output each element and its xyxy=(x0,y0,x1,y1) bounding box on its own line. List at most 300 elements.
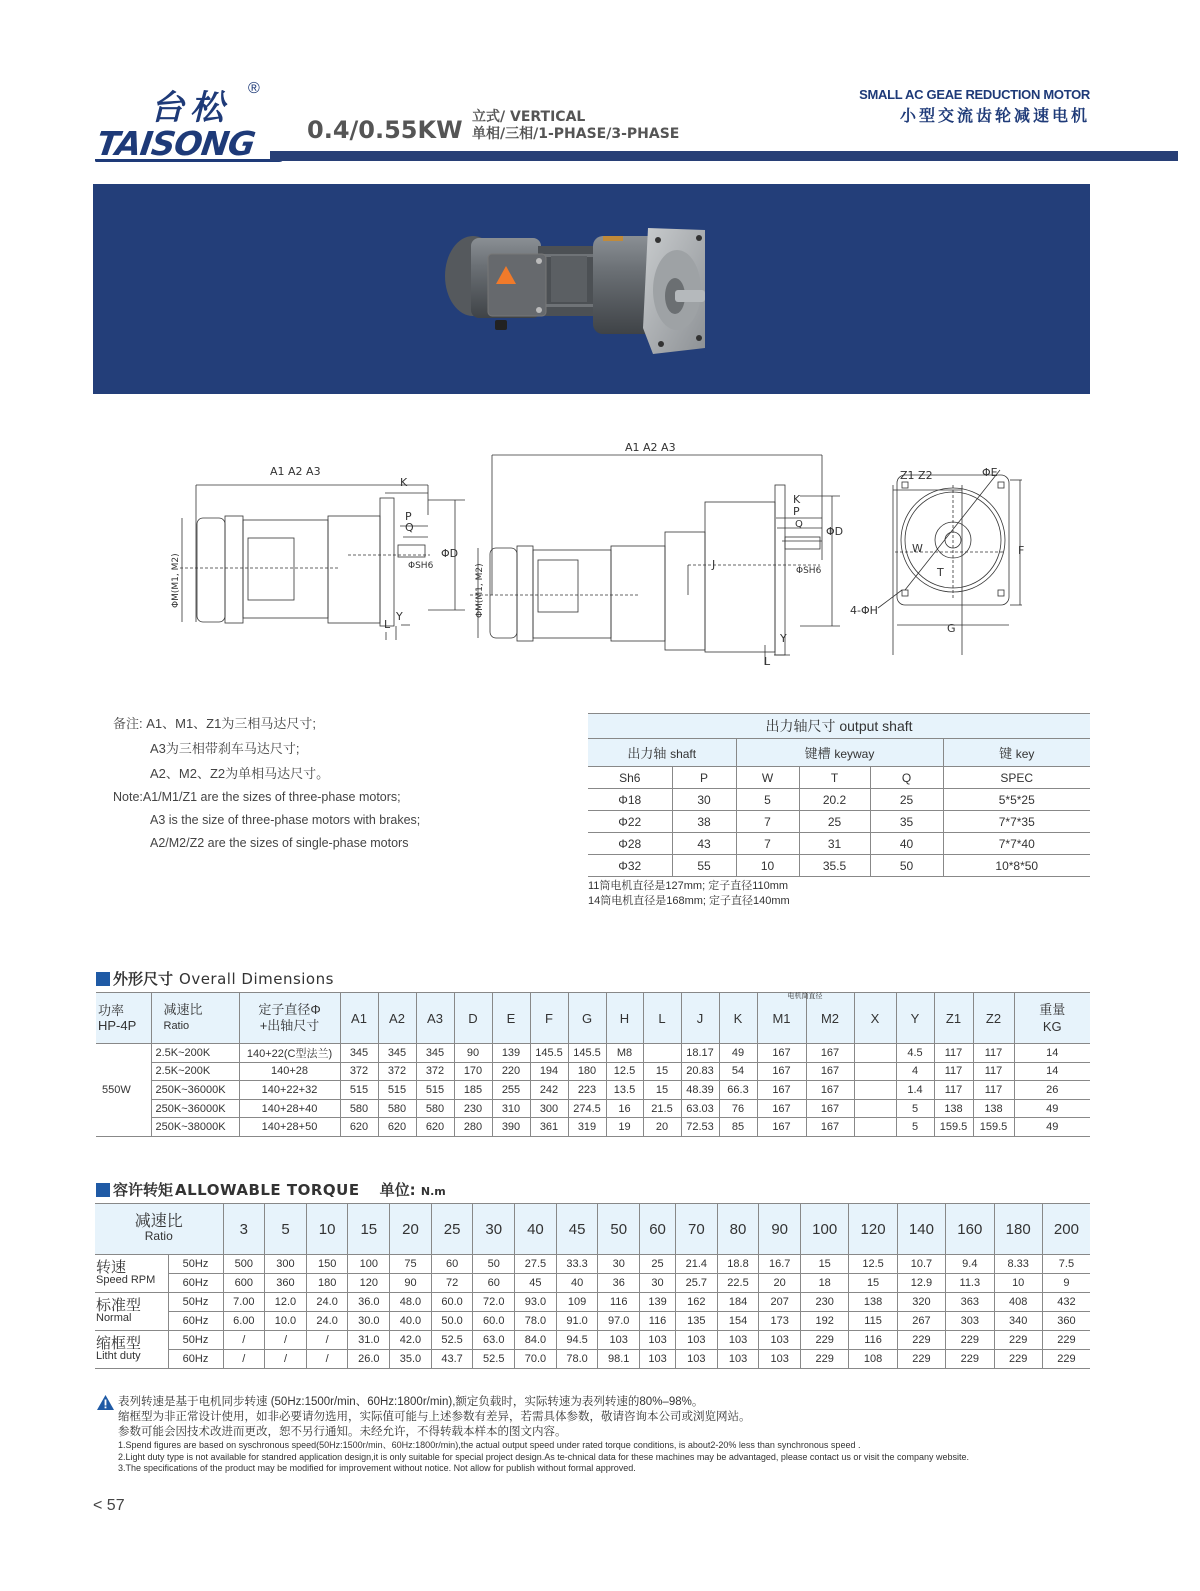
torque-cell: 229 xyxy=(946,1331,994,1350)
frequency-cell: 50Hz xyxy=(168,1255,223,1274)
dimension-cell xyxy=(854,1118,896,1137)
dimension-cell: 180 xyxy=(568,1062,606,1081)
torque-cell: 30 xyxy=(598,1255,640,1274)
phase-type: 单相/三相/1-PHASE/3-PHASE xyxy=(472,126,680,142)
category-english: SMALL AC GEAE REDUCTION MOTOR xyxy=(859,87,1090,102)
dimension-cell: 15 xyxy=(643,1062,681,1081)
note-en-3: A2/M2/Z2 are the sizes of single-phase motors xyxy=(150,836,409,850)
dimension-notes xyxy=(113,711,420,855)
torque-cell: 90 xyxy=(390,1274,432,1293)
stator-cell: 140+28+40 xyxy=(239,1099,340,1118)
torque-cell: 36 xyxy=(598,1274,640,1293)
col-ratio-label: 减速比 Ratio xyxy=(95,1204,223,1255)
label-p-2: P xyxy=(793,505,800,518)
table-row xyxy=(95,1274,1090,1293)
torque-cell: 103 xyxy=(640,1350,676,1369)
table-row xyxy=(95,1331,1090,1350)
torque-cell: 229 xyxy=(801,1350,849,1369)
table-row xyxy=(96,1044,1090,1063)
label-q-2: Q xyxy=(795,519,803,530)
torque-cell: 103 xyxy=(676,1331,718,1350)
dimension-cell: 90 xyxy=(454,1044,492,1063)
hero-banner xyxy=(93,184,1090,394)
torque-cell: 60.0 xyxy=(431,1293,473,1312)
dimension-cell: 170 xyxy=(454,1062,492,1081)
note-cn-2: A3为三相带刹车马达尺寸; xyxy=(150,741,300,756)
label-y-2: Y xyxy=(780,632,787,645)
label-z: Z1 Z2 xyxy=(900,469,933,482)
ratio-cell: 250K~36000K xyxy=(151,1081,239,1100)
dimension-cell: 620 xyxy=(378,1118,416,1137)
dimension-cell: 310 xyxy=(492,1099,530,1118)
col-ratio-value: 10 xyxy=(306,1204,348,1255)
torque-cell: 103 xyxy=(717,1331,759,1350)
torque-cell: 408 xyxy=(994,1293,1042,1312)
torque-cell: 229 xyxy=(994,1331,1042,1350)
col-power: 功率 HP-4P xyxy=(96,993,151,1044)
key-group-header: 键 key xyxy=(943,739,1090,767)
motor-diameter-note-2: 14筒电机直径是168mm; 定子直径140mm xyxy=(588,895,790,907)
col-ratio-value: 180 xyxy=(994,1204,1042,1255)
col-ratio-value: 70 xyxy=(676,1204,718,1255)
torque-cell: 229 xyxy=(897,1350,945,1369)
torque-cell: 8.33 xyxy=(994,1255,1042,1274)
col-a3: A3 xyxy=(416,993,454,1044)
header-divider-bar xyxy=(270,151,1178,161)
torque-cell: 25.7 xyxy=(676,1274,718,1293)
dimension-cell: 515 xyxy=(416,1081,454,1100)
torque-cell: 9 xyxy=(1042,1274,1090,1293)
torque-cell: 120 xyxy=(348,1274,390,1293)
torque-cell: 192 xyxy=(801,1312,849,1331)
label-p: P xyxy=(405,510,412,523)
col-ratio-value: 3 xyxy=(223,1204,265,1255)
torque-cell: / xyxy=(265,1350,307,1369)
label-d: ΦD xyxy=(441,547,459,560)
dimension-cell: 21.5 xyxy=(643,1099,681,1118)
stator-cell: 140+28 xyxy=(239,1062,340,1081)
dimension-cell xyxy=(643,1044,681,1063)
torque-cell: 20 xyxy=(759,1274,801,1293)
torque-cell: 103 xyxy=(640,1331,676,1350)
dimension-cell: 117 xyxy=(973,1062,1014,1081)
overall-dimensions-heading: 外形尺寸 Overall Dimensions xyxy=(96,968,334,989)
weight-cell: 14 xyxy=(1014,1044,1090,1063)
table-row xyxy=(95,1312,1090,1331)
label-sh6-2: ΦSH6 xyxy=(796,566,822,576)
logo-chinese: 台松 xyxy=(150,88,230,128)
dimension-cell: 159.5 xyxy=(934,1118,973,1137)
torque-cell: 363 xyxy=(946,1293,994,1312)
torque-cell: / xyxy=(306,1350,348,1369)
torque-cell: 10.0 xyxy=(265,1312,307,1331)
torque-cell: 229 xyxy=(1042,1331,1090,1350)
footnote-en-1: 1.Spend figures are based on syschronous speed(50Hz:1500r/min、60Hz:1800r/min),the actual output speed under rated torque conditions, is about2-20% less than synchronous speed . xyxy=(118,1440,861,1450)
col-ratio-value: 60 xyxy=(640,1204,676,1255)
row-group-label: 缩框型 Litht duty xyxy=(95,1331,168,1369)
dimension-cell: 72.53 xyxy=(681,1118,719,1137)
torque-cell: 116 xyxy=(598,1293,640,1312)
shaft-column-headers: Sh6 P W T Q SPEC xyxy=(588,767,1090,789)
dimension-cell: 145.5 xyxy=(568,1044,606,1063)
torque-cell: 229 xyxy=(1042,1350,1090,1369)
torque-cell: 35.0 xyxy=(390,1350,432,1369)
torque-cell: 10.7 xyxy=(897,1255,945,1274)
dimension-cell xyxy=(854,1081,896,1100)
dimension-cell: 580 xyxy=(378,1099,416,1118)
mount-type: 立式/ VERTICAL xyxy=(472,109,586,125)
col-ratio-value: 200 xyxy=(1042,1204,1090,1255)
dimension-cell xyxy=(854,1044,896,1063)
label-sh6: ΦSH6 xyxy=(408,561,434,571)
torque-cell: 30.0 xyxy=(348,1312,390,1331)
torque-cell: 184 xyxy=(717,1293,759,1312)
col-j: J xyxy=(681,993,719,1044)
table-row: Φ18 30 5 20.2 25 5*5*25 xyxy=(588,789,1090,811)
allowable-torque-table xyxy=(95,1203,1090,1369)
torque-cell: 10 xyxy=(994,1274,1042,1293)
torque-cell: 180 xyxy=(306,1274,348,1293)
torque-cell: 15 xyxy=(849,1274,897,1293)
torque-cell: 27.5 xyxy=(515,1255,557,1274)
torque-cell: 33.3 xyxy=(556,1255,598,1274)
table-row: Φ22 38 7 25 35 7*7*35 xyxy=(588,811,1090,833)
torque-cell: 50.0 xyxy=(431,1312,473,1331)
dimension-cell: 242 xyxy=(530,1081,568,1100)
dimension-cell: 139 xyxy=(492,1044,530,1063)
torque-cell: 162 xyxy=(676,1293,718,1312)
torque-cell: 103 xyxy=(759,1350,801,1369)
dimension-cell: 76 xyxy=(719,1099,757,1118)
dimension-cell: 167 xyxy=(757,1044,806,1063)
shaft-table-title: 出力轴尺寸 output shaft xyxy=(588,714,1090,739)
label-w: W xyxy=(912,542,923,555)
taisong-logo xyxy=(95,80,295,165)
dimension-cell: 19 xyxy=(606,1118,643,1137)
label-m-2: ΦM(M1, M2) xyxy=(475,563,485,618)
col-g: G xyxy=(568,993,606,1044)
dimension-cell: 138 xyxy=(973,1099,1014,1118)
frequency-cell: 50Hz xyxy=(168,1331,223,1350)
ratio-cell: 250K~38000K xyxy=(151,1118,239,1137)
col-a2: A2 xyxy=(378,993,416,1044)
shaft-group-header: 出力轴 shaft xyxy=(588,739,736,767)
torque-cell: 84.0 xyxy=(515,1331,557,1350)
label-e: ΦE xyxy=(982,466,998,479)
dimension-cell: 223 xyxy=(568,1081,606,1100)
dimension-cell: 167 xyxy=(757,1062,806,1081)
torque-cell: 26.0 xyxy=(348,1350,390,1369)
gear-motor-image xyxy=(443,218,708,358)
torque-cell: 9.4 xyxy=(946,1255,994,1274)
col-e: E xyxy=(492,993,530,1044)
page-number: < 57 xyxy=(93,1497,125,1514)
torque-cell: 600 xyxy=(223,1274,265,1293)
col-k: K xyxy=(719,993,757,1044)
label-d-2: ΦD xyxy=(826,525,844,538)
torque-cell: 116 xyxy=(640,1312,676,1331)
torque-cell: 98.1 xyxy=(598,1350,640,1369)
torque-cell: 207 xyxy=(759,1293,801,1312)
footnote-en-3: 3.The specifications of the product may be modified for improvement without notice. Not allow for publish without formal approved. xyxy=(118,1463,636,1473)
torque-cell: 60 xyxy=(431,1255,473,1274)
dimension-cell: 167 xyxy=(806,1062,854,1081)
torque-cell: 7.5 xyxy=(1042,1255,1090,1274)
dimension-cell: 255 xyxy=(492,1081,530,1100)
torque-cell: 100 xyxy=(348,1255,390,1274)
torque-cell: 229 xyxy=(994,1350,1042,1369)
footnotes xyxy=(97,1395,1107,1475)
torque-cell: 52.5 xyxy=(431,1331,473,1350)
motor-diameter-note-1: 11筒电机直径是127mm; 定子直径110mm xyxy=(588,880,789,892)
torque-cell: 229 xyxy=(946,1350,994,1369)
dimension-cell: 117 xyxy=(934,1081,973,1100)
torque-cell: 340 xyxy=(994,1312,1042,1331)
torque-cell: 50 xyxy=(473,1255,515,1274)
torque-cell: 11.3 xyxy=(946,1274,994,1293)
power-cell: 550W xyxy=(96,1044,151,1137)
torque-cell: 229 xyxy=(897,1331,945,1350)
table-row: Φ28 43 7 31 40 7*7*40 xyxy=(588,833,1090,855)
col-ratio-value: 40 xyxy=(515,1204,557,1255)
label-l-2: L xyxy=(764,655,771,665)
registered-mark: ® xyxy=(248,80,260,97)
dimension-cell: 1.4 xyxy=(896,1081,934,1100)
frequency-cell: 60Hz xyxy=(168,1274,223,1293)
torque-cell: 103 xyxy=(598,1331,640,1350)
dimension-cell: 220 xyxy=(492,1062,530,1081)
torque-cell: 103 xyxy=(676,1350,718,1369)
dimension-cell: 18.17 xyxy=(681,1044,719,1063)
table-row xyxy=(96,1099,1090,1118)
dimension-cell: 117 xyxy=(934,1062,973,1081)
table-row xyxy=(96,1118,1090,1137)
torque-cell: 24.0 xyxy=(306,1293,348,1312)
frequency-cell: 60Hz xyxy=(168,1350,223,1369)
torque-cell: 60.0 xyxy=(473,1312,515,1331)
col-f: F xyxy=(530,993,568,1044)
dimension-cell: 85 xyxy=(719,1118,757,1137)
torque-cell: 78.0 xyxy=(556,1350,598,1369)
footnote-cn-1: 表列转速是基于电机同步转速 (50Hz:1500r/min、60Hz:1800r/min),额定负载时，实际转速为表列转速的80%–98%。 xyxy=(118,1396,704,1408)
col-ratio-value: 90 xyxy=(759,1204,801,1255)
row-group-label: 标准型 Normal xyxy=(95,1293,168,1331)
torque-cell: 360 xyxy=(1042,1312,1090,1331)
col-h: H xyxy=(606,993,643,1044)
weight-cell: 49 xyxy=(1014,1099,1090,1118)
torque-cell: 63.0 xyxy=(473,1331,515,1350)
weight-cell: 14 xyxy=(1014,1062,1090,1081)
torque-cell: 72 xyxy=(431,1274,473,1293)
table-row xyxy=(96,1081,1090,1100)
stator-cell: 140+22(C型法兰) xyxy=(239,1044,340,1063)
col-ratio-value: 25 xyxy=(431,1204,473,1255)
dimension-cell: 167 xyxy=(806,1099,854,1118)
torque-cell: 108 xyxy=(849,1350,897,1369)
dimension-cell: 620 xyxy=(416,1118,454,1137)
col-m1: 电机筒直径 M1 xyxy=(757,993,806,1044)
section-square-icon xyxy=(96,972,110,986)
label-overall-length-2: A1 A2 A3 xyxy=(625,441,676,454)
dimension-cell xyxy=(854,1062,896,1081)
ratio-cell: 250K~36000K xyxy=(151,1099,239,1118)
col-x: X xyxy=(854,993,896,1044)
label-t: T xyxy=(937,566,944,579)
dimension-cell: 117 xyxy=(973,1044,1014,1063)
torque-cell: / xyxy=(223,1331,265,1350)
torque-cell: 103 xyxy=(717,1350,759,1369)
torque-cell: 97.0 xyxy=(598,1312,640,1331)
label-h: 4-ΦH xyxy=(850,604,878,617)
frequency-cell: 50Hz xyxy=(168,1293,223,1312)
dimension-cell: 54 xyxy=(719,1062,757,1081)
dimension-cell: 167 xyxy=(806,1081,854,1100)
dimension-cell: 12.5 xyxy=(606,1062,643,1081)
logo-english: TAISONG xyxy=(94,124,258,163)
dimension-cell: 345 xyxy=(340,1044,378,1063)
col-ratio-value: 50 xyxy=(598,1204,640,1255)
dimension-cell: 620 xyxy=(340,1118,378,1137)
dimension-cell: 20 xyxy=(643,1118,681,1137)
dimension-cell: 159.5 xyxy=(973,1118,1014,1137)
row-group-label: 转速 Speed RPM xyxy=(95,1255,168,1293)
col-a1: A1 xyxy=(340,993,378,1044)
col-m2: M2 xyxy=(806,993,854,1044)
warning-icon xyxy=(97,1395,114,1410)
col-y: Y xyxy=(896,993,934,1044)
dimension-cell: 274.5 xyxy=(568,1099,606,1118)
torque-cell: 91.0 xyxy=(556,1312,598,1331)
label-f: F xyxy=(1018,544,1025,557)
col-ratio-value: 20 xyxy=(390,1204,432,1255)
label-l: L xyxy=(384,618,391,631)
torque-cell: 75 xyxy=(390,1255,432,1274)
dimension-cell: 372 xyxy=(378,1062,416,1081)
mount-phase-subtitle xyxy=(472,109,679,143)
ratio-cell: 2.5K~200K xyxy=(151,1062,239,1081)
torque-cell: 320 xyxy=(897,1293,945,1312)
torque-cell: 12.5 xyxy=(849,1255,897,1274)
dimension-cell: 48.39 xyxy=(681,1081,719,1100)
dimension-cell: 319 xyxy=(568,1118,606,1137)
label-m: ΦM(M1, M2) xyxy=(171,553,181,608)
torque-cell: 25 xyxy=(640,1255,676,1274)
torque-cell: 116 xyxy=(849,1331,897,1350)
torque-cell: 12.0 xyxy=(265,1293,307,1312)
torque-cell: / xyxy=(265,1331,307,1350)
col-ratio-value: 15 xyxy=(348,1204,390,1255)
torque-cell: / xyxy=(306,1331,348,1350)
weight-cell: 49 xyxy=(1014,1118,1090,1137)
dimension-cell: 300 xyxy=(530,1099,568,1118)
col-d: D xyxy=(454,993,492,1044)
torque-cell: / xyxy=(223,1350,265,1369)
col-ratio-value: 80 xyxy=(717,1204,759,1255)
stator-cell: 140+22+32 xyxy=(239,1081,340,1100)
dimension-cell: M8 xyxy=(606,1044,643,1063)
torque-cell: 230 xyxy=(801,1293,849,1312)
col-z1: Z1 xyxy=(934,993,973,1044)
torque-cell: 300 xyxy=(265,1255,307,1274)
col-ratio-value: 30 xyxy=(473,1204,515,1255)
torque-cell: 7.00 xyxy=(223,1293,265,1312)
torque-cell: 70.0 xyxy=(515,1350,557,1369)
dimension-cell: 4.5 xyxy=(896,1044,934,1063)
note-en-1: Note:A1/M1/Z1 are the sizes of three-phase motors; xyxy=(113,790,401,804)
torque-cell: 94.5 xyxy=(556,1331,598,1350)
dimension-cell: 138 xyxy=(934,1099,973,1118)
dimension-cell: 580 xyxy=(416,1099,454,1118)
torque-cell: 138 xyxy=(849,1293,897,1312)
dimension-cell: 4 xyxy=(896,1062,934,1081)
dimension-cell: 345 xyxy=(416,1044,454,1063)
label-q: Q xyxy=(405,521,414,534)
torque-cell: 173 xyxy=(759,1312,801,1331)
section-square-icon xyxy=(96,1183,110,1197)
dimension-cell: 167 xyxy=(806,1044,854,1063)
category-chinese: 小型交流齿轮减速电机 xyxy=(899,106,1090,125)
dimension-cell: 20.83 xyxy=(681,1062,719,1081)
table-row xyxy=(95,1350,1090,1369)
footnote-en-2: 2.Light duty type is not available for standred application design,it is only suitable for special project design.As te-chnical data for these machines may be advantaged, please contact us or visit the company website. xyxy=(118,1451,969,1462)
torque-cell: 31.0 xyxy=(348,1331,390,1350)
table-row xyxy=(95,1255,1090,1274)
torque-cell: 360 xyxy=(265,1274,307,1293)
torque-cell: 36.0 xyxy=(348,1293,390,1312)
col-ratio-value: 45 xyxy=(556,1204,598,1255)
col-ratio-value: 5 xyxy=(265,1204,307,1255)
dimension-cell: 372 xyxy=(340,1062,378,1081)
col-z2: Z2 xyxy=(973,993,1014,1044)
torque-cell: 500 xyxy=(223,1255,265,1274)
dimension-drawings xyxy=(160,440,1040,665)
dimension-cell: 185 xyxy=(454,1081,492,1100)
torque-cell: 103 xyxy=(759,1331,801,1350)
torque-cell: 15 xyxy=(801,1255,849,1274)
dimension-cell xyxy=(854,1099,896,1118)
dimension-cell: 145.5 xyxy=(530,1044,568,1063)
torque-cell: 109 xyxy=(556,1293,598,1312)
frequency-cell: 60Hz xyxy=(168,1312,223,1331)
col-ratio-value: 160 xyxy=(946,1204,994,1255)
weight-cell: 26 xyxy=(1014,1081,1090,1100)
product-category xyxy=(859,87,1090,126)
label-y: Y xyxy=(396,610,403,623)
dimension-cell: 515 xyxy=(340,1081,378,1100)
note-cn-1: 备注: A1、M1、Z1为三相马达尺寸; xyxy=(113,716,316,731)
torque-cell: 93.0 xyxy=(515,1293,557,1312)
torque-cell: 40 xyxy=(556,1274,598,1293)
label-k: K xyxy=(400,476,408,489)
torque-cell: 24.0 xyxy=(306,1312,348,1331)
torque-cell: 45 xyxy=(515,1274,557,1293)
torque-cell: 42.0 xyxy=(390,1331,432,1350)
torque-cell: 432 xyxy=(1042,1293,1090,1312)
dimension-cell: 515 xyxy=(378,1081,416,1100)
dimension-cell: 372 xyxy=(416,1062,454,1081)
power-rating: 0.4/0.55KW xyxy=(307,116,463,144)
allowable-torque-heading: 容许转矩 ALLOWABLE TORQUE 单位: N.m xyxy=(96,1179,446,1200)
torque-cell: 22.5 xyxy=(717,1274,759,1293)
torque-cell: 30 xyxy=(640,1274,676,1293)
torque-cell: 150 xyxy=(306,1255,348,1274)
table-row: Φ32 55 10 35.5 50 10*8*50 xyxy=(588,855,1090,877)
dimension-cell: 49 xyxy=(719,1044,757,1063)
col-ratio-value: 100 xyxy=(801,1204,849,1255)
dimension-cell: 16 xyxy=(606,1099,643,1118)
dimension-cell: 167 xyxy=(757,1118,806,1137)
note-cn-3: A2、M2、Z2为单相马达尺寸。 xyxy=(150,766,330,781)
